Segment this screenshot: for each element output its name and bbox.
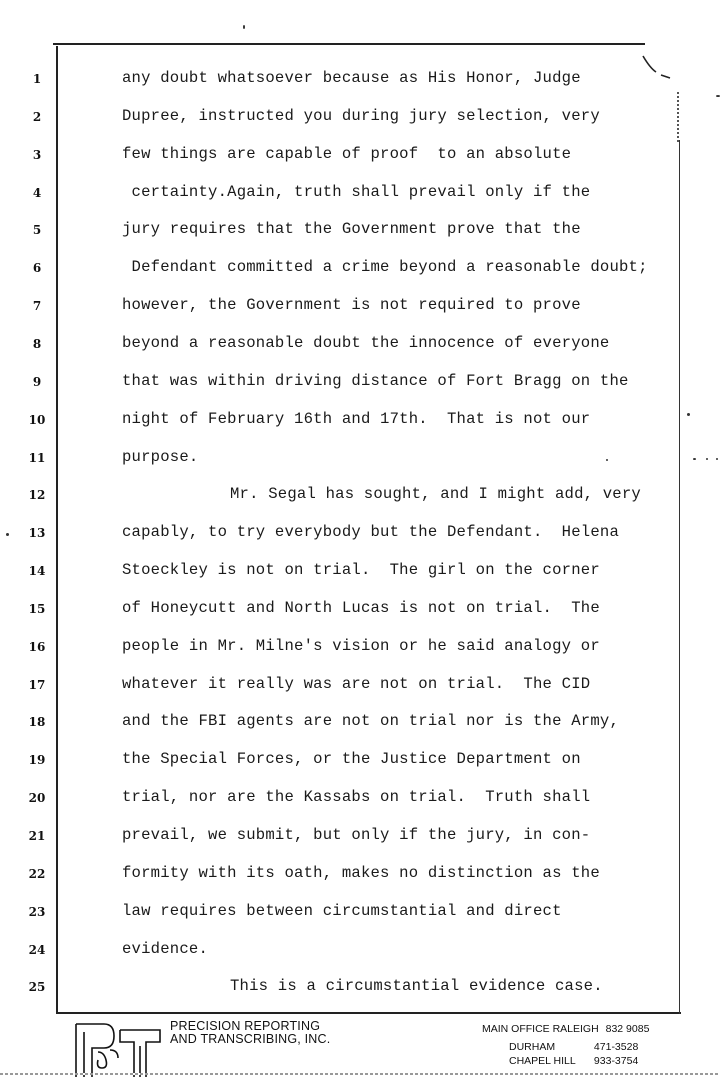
transcript-line: jury requires that the Government prove that the bbox=[122, 220, 581, 239]
line-number: 1 bbox=[32, 72, 42, 86]
line-number: 8 bbox=[32, 336, 42, 351]
line-number: 9 bbox=[32, 374, 42, 389]
scan-speck bbox=[243, 25, 245, 29]
transcript-line: few things are capable of proof to an absolute bbox=[122, 144, 572, 163]
transcript-line: and the FBI agents are not on trial nor is the Army, bbox=[122, 712, 620, 731]
line-number: 24 bbox=[28, 942, 46, 957]
line-number: 21 bbox=[28, 829, 46, 843]
transcript-line: beyond a reasonable doubt the innocence of everyone bbox=[122, 333, 610, 352]
scan-speck bbox=[687, 413, 690, 416]
company-name-line2: AND TRANSCRIBING, INC. bbox=[170, 1032, 331, 1046]
transcript-line: capably, to try everybody but the Defendant. Helena bbox=[122, 523, 620, 542]
transcript-line: certainty.Again, truth shall prevail only if the bbox=[122, 182, 591, 201]
office-label: MAIN OFFICE RALEIGH bbox=[482, 1023, 599, 1035]
transcript-line: prevail, we submit, but only if the jury, in con- bbox=[122, 826, 591, 844]
scan-speck bbox=[716, 95, 720, 97]
page-border-right-faded bbox=[677, 92, 679, 142]
scan-speck bbox=[6, 533, 9, 536]
transcript-line: however, the Government is not required to prove bbox=[122, 296, 581, 315]
transcript-line: evidence. bbox=[122, 939, 209, 958]
office-phone: 933-3754 bbox=[593, 1055, 639, 1067]
scan-speck bbox=[693, 458, 696, 460]
line-number: 12 bbox=[28, 488, 46, 503]
transcript-line: the Special Forces, or the Justice Department on bbox=[122, 750, 581, 769]
line-number: 14 bbox=[28, 564, 46, 579]
page-border-top bbox=[53, 43, 645, 45]
line-number: 6 bbox=[32, 261, 42, 276]
office-label: DURHAM bbox=[509, 1041, 556, 1053]
line-number: 25 bbox=[28, 980, 46, 995]
line-number: 10 bbox=[28, 412, 46, 427]
line-number: 22 bbox=[28, 866, 46, 881]
transcript-line: This is a circumstantial evidence case. bbox=[230, 977, 603, 996]
office-durham bbox=[509, 1041, 638, 1053]
transcript-line: night of February 16th and 17th. That is not our bbox=[122, 409, 591, 428]
line-number: 20 bbox=[28, 791, 46, 806]
transcript-line: law requires between circumstantial and direct bbox=[122, 901, 562, 920]
transcript-line: purpose. bbox=[122, 447, 199, 466]
scan-edge bbox=[0, 1073, 720, 1075]
line-number: 4 bbox=[32, 185, 42, 200]
transcript-line: any doubt whatsoever because as His Honor, Judge bbox=[122, 69, 581, 87]
line-number: 3 bbox=[32, 147, 42, 162]
line-number: 11 bbox=[28, 450, 46, 465]
office-main bbox=[482, 1023, 649, 1035]
transcript-line: people in Mr. Milne's vision or he said analogy or bbox=[122, 636, 600, 655]
line-number: 13 bbox=[28, 526, 46, 541]
office-phone: 471-3528 bbox=[593, 1041, 639, 1053]
line-number: 17 bbox=[28, 677, 46, 692]
line-number: 15 bbox=[28, 601, 46, 616]
office-label: CHAPEL HILL bbox=[509, 1055, 576, 1067]
transcript-line: of Honeycutt and North Lucas is not on trial. The bbox=[122, 598, 600, 617]
transcript-line: Defendant committed a crime beyond a reasonable doubt; bbox=[122, 258, 648, 277]
company-name bbox=[170, 1020, 330, 1046]
office-chapel-hill bbox=[509, 1055, 638, 1067]
transcript-line: Mr. Segal has sought, and I might add, very bbox=[230, 485, 641, 504]
scan-speck bbox=[606, 459, 608, 461]
scan-speck bbox=[706, 458, 708, 460]
transcript-line: Dupree, instructed you during jury selection, very bbox=[122, 106, 600, 125]
line-number: 16 bbox=[28, 639, 46, 654]
company-logo bbox=[74, 1022, 162, 1077]
transcript-line: Stoeckley is not on trial. The girl on the corner bbox=[122, 561, 600, 580]
page-border-right bbox=[679, 140, 680, 1014]
transcript-line: formity with its oath, makes no distinction as the bbox=[122, 863, 600, 882]
line-number: 23 bbox=[28, 904, 46, 919]
transcript-line: trial, nor are the Kassabs on trial. Truth shall bbox=[122, 788, 591, 807]
line-number: 7 bbox=[32, 299, 42, 314]
line-number: 19 bbox=[28, 753, 46, 768]
transcript-line: whatever it really was are not on trial. The CID bbox=[122, 674, 591, 693]
scan-speck bbox=[716, 458, 718, 460]
corner-mark-icon bbox=[640, 50, 680, 84]
page-border-left bbox=[56, 46, 58, 1014]
company-name-line1: PRECISION REPORTING bbox=[170, 1019, 321, 1033]
line-number: 2 bbox=[32, 109, 42, 124]
line-number: 18 bbox=[28, 715, 46, 730]
line-number: 5 bbox=[32, 223, 42, 238]
office-phone: 832 9085 bbox=[605, 1023, 650, 1035]
transcript-line: that was within driving distance of Fort Bragg on the bbox=[122, 371, 629, 390]
